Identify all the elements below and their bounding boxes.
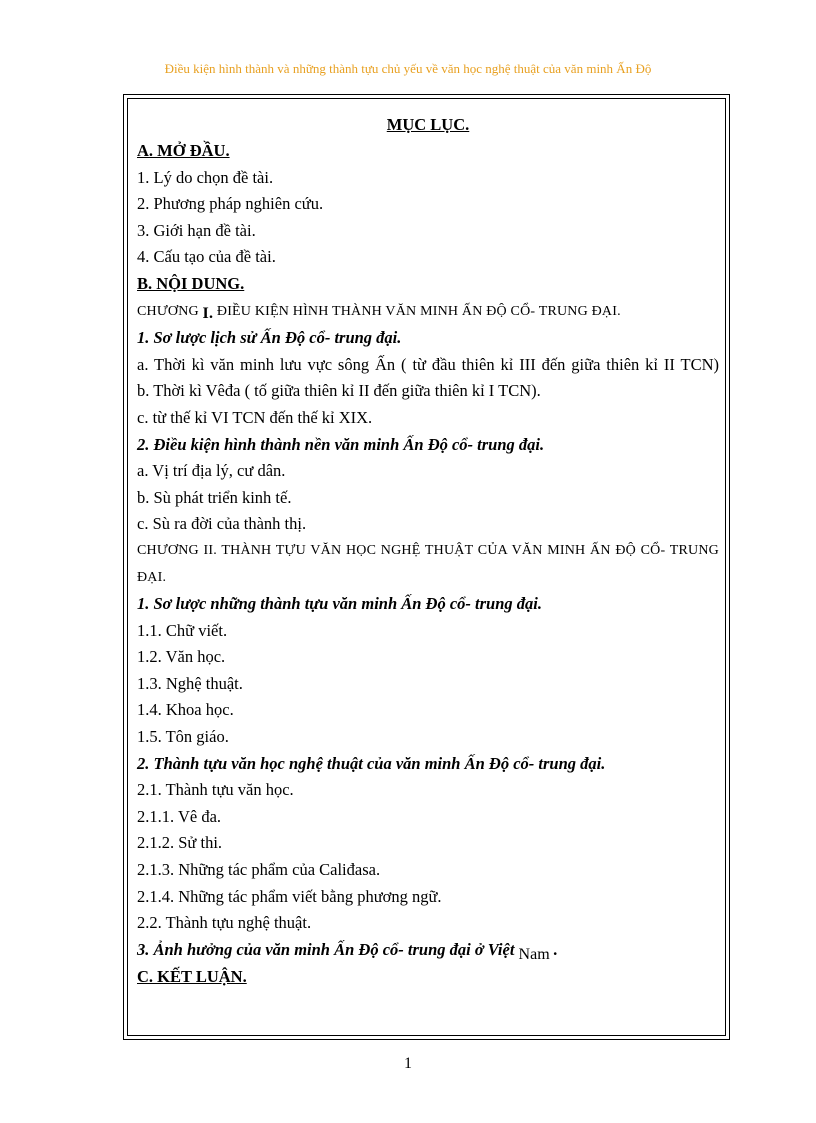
chapter-1-number: I.: [202, 304, 214, 322]
section-b-heading: B. NỘI DUNG.: [137, 273, 245, 293]
toc-item: a. Vị trí địa lý, cư dân.: [137, 461, 286, 481]
subsection-heading: 1. Sơ lược những thành tựu văn minh Ấn Độ cổ- trung đại.: [137, 594, 542, 614]
toc-item: 1.4. Khoa học.: [137, 700, 234, 720]
toc-item: 1.2. Văn học.: [137, 647, 226, 667]
toc-item: 4. Cấu tạo của đề tài.: [137, 247, 276, 267]
toc-item: 2.1.1. Vê đa.: [137, 806, 222, 826]
toc-item: c. từ thế kỉ VI TCN đến thế kỉ XIX.: [137, 407, 373, 427]
toc-item: 2.2. Thành tựu nghệ thuật.: [137, 913, 312, 933]
subsection-heading-end: .: [549, 939, 558, 959]
toc-item: 1.1. Chữ viết.: [137, 620, 228, 640]
toc-item: 2.1.4. Những tác phẩm viết bằng phương ngữ.: [137, 886, 442, 906]
section-a-heading: A. MỞ ĐẦU.: [137, 141, 230, 160]
toc-item: 1. Lý do chọn đề tài.: [137, 167, 274, 187]
subsection-heading-main: 3. Ảnh hưởng của văn minh Ấn Độ cổ- trung đại ở Việt: [137, 939, 519, 959]
chapter-2-heading: CHƯƠNG II. THÀNH TỰU VĂN HỌC NGHỆ THUẬT CỦA VĂN MINH ẤN ĐỘ CỔ- TRUNG ĐẠI.: [137, 542, 719, 585]
toc-item: b. Sù phát triển kinh tế.: [137, 487, 292, 507]
chapter-1-heading: [137, 298, 719, 326]
toc-item: 3. Giới hạn đề tài.: [137, 220, 256, 240]
subsection-heading: 2. Thành tựu văn học nghệ thuật của văn minh Ấn Độ cổ- trung đại.: [137, 753, 606, 773]
toc-item: 2.1. Thành tựu văn học.: [137, 780, 294, 800]
chapter-1-title: ĐIỀU KIỆN HÌNH THÀNH VĂN MINH ẤN ĐỘ CỔ- TRUNG ĐẠI.: [213, 303, 621, 319]
section-c-heading: C. KẾT LUẬN.: [137, 967, 247, 987]
toc-item: c. Sù ra đời của thành thị.: [137, 514, 307, 534]
toc-title: MỤC LỤC.: [386, 115, 470, 134]
subsection-heading: [137, 937, 719, 965]
toc-item: 2.1.2. Sử thi.: [137, 833, 223, 853]
page-number: 1: [404, 1055, 412, 1072]
toc-item: 1.3. Nghệ thuật.: [137, 673, 243, 693]
chapter-1-prefix: CHƯƠNG: [137, 303, 203, 319]
toc-item: a. Thời kì văn minh lưu vực sông Ấn ( từ đầu thiên kỉ III đến giữa thiên kỉ II TCN): [137, 354, 719, 374]
table-of-contents: [137, 112, 719, 991]
toc-item: b. Thời kì Vêđa ( tố giữa thiên kỉ II đến giữa thiên kỉ I TCN).: [137, 381, 541, 401]
subsection-heading: 1. Sơ lược lịch sử Ấn Độ cổ- trung đại.: [137, 328, 402, 348]
subsection-heading-nam: Nam: [518, 945, 550, 963]
toc-item: 1.5. Tôn giáo.: [137, 727, 229, 747]
running-header: Điều kiện hình thành và những thành tựu chủ yếu về văn học nghệ thuật của văn minh Ấn Độ: [164, 61, 652, 76]
subsection-heading: 2. Điều kiện hình thành nền văn minh Ấn Độ cổ- trung đại.: [137, 434, 545, 454]
toc-item: 2. Phương pháp nghiên cứu.: [137, 194, 324, 214]
toc-item: 2.1.3. Những tác phẩm của Caliđasa.: [137, 860, 381, 880]
